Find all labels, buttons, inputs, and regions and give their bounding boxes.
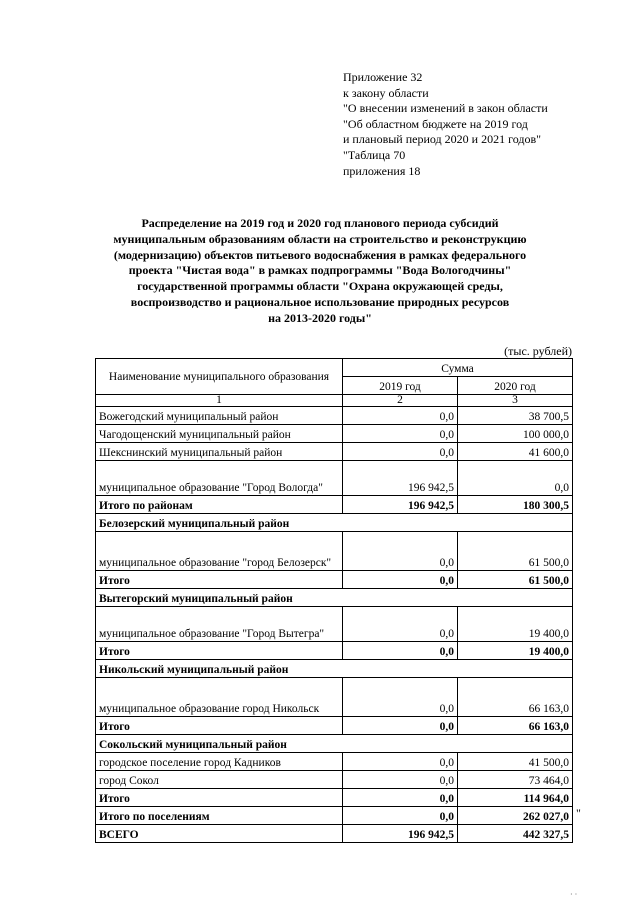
total-row bbox=[96, 789, 573, 807]
row-name: городское поселение город Кадников bbox=[96, 753, 343, 771]
table-index-row bbox=[96, 395, 573, 407]
footer-marks: · · bbox=[570, 890, 578, 899]
row-name: ВСЕГО bbox=[96, 825, 343, 843]
value-2020: 442 327,5 bbox=[458, 825, 573, 843]
value-2019: 0,0 bbox=[343, 717, 458, 735]
section-name: Сокольский муниципальный район bbox=[96, 735, 573, 753]
total-row bbox=[96, 825, 573, 843]
value-2019: 0,0 bbox=[343, 771, 458, 789]
table-row bbox=[96, 443, 573, 461]
total-row bbox=[96, 642, 573, 660]
value-2019: 196 942,5 bbox=[343, 461, 458, 496]
table-header-row bbox=[96, 359, 573, 377]
value-2019: 0,0 bbox=[343, 532, 458, 571]
section-name: Белозерский муниципальный район bbox=[96, 514, 573, 532]
value-2019: 0,0 bbox=[343, 789, 458, 807]
value-2020: 0,0 bbox=[458, 461, 573, 496]
value-2019: 0,0 bbox=[343, 753, 458, 771]
value-2020: 41 600,0 bbox=[458, 443, 573, 461]
row-name: Итого bbox=[96, 789, 343, 807]
value-2020: 66 163,0 bbox=[458, 678, 573, 717]
value-2019: 0,0 bbox=[343, 607, 458, 642]
table-row bbox=[96, 607, 573, 642]
row-name: Итого по районам bbox=[96, 496, 343, 514]
appendix-line: к закону области bbox=[343, 85, 429, 100]
appendix-line: и плановый период 2020 и 2021 годов" bbox=[343, 132, 542, 147]
appendix-line: "Таблица 70 bbox=[343, 147, 406, 162]
value-2019: 0,0 bbox=[343, 407, 458, 425]
value-2020: 61 500,0 bbox=[458, 532, 573, 571]
total-row bbox=[96, 571, 573, 589]
row-name: муниципальное образование "Город Вологда" bbox=[96, 461, 343, 496]
value-2020: 100 000,0 bbox=[458, 425, 573, 443]
table-row bbox=[96, 771, 573, 789]
table-row bbox=[96, 407, 573, 425]
value-2019: 0,0 bbox=[343, 642, 458, 660]
row-name: город Сокол bbox=[96, 771, 343, 789]
index-col-1: 1 bbox=[96, 395, 343, 407]
section-header-row bbox=[96, 660, 573, 678]
value-2019: 0,0 bbox=[343, 443, 458, 461]
section-name: Никольский муниципальный район bbox=[96, 660, 573, 678]
document-title bbox=[100, 216, 540, 327]
table-row bbox=[96, 425, 573, 443]
row-name: муниципальное образование город Никольск bbox=[96, 678, 343, 717]
value-2019: 0,0 bbox=[343, 807, 458, 825]
total-row bbox=[96, 717, 573, 735]
row-name: Шекснинский муниципальный район bbox=[96, 443, 343, 461]
value-2019: 196 942,5 bbox=[343, 496, 458, 514]
header-sum: Сумма bbox=[343, 359, 573, 377]
row-name: муниципальное образование "город Белозерск" bbox=[96, 532, 343, 571]
value-2020: 38 700,5 bbox=[458, 407, 573, 425]
table-row bbox=[96, 532, 573, 571]
index-col-3: 3 bbox=[458, 395, 573, 407]
title-line: Распределение на 2019 год и 2020 год планового периода субсидий bbox=[141, 216, 499, 230]
row-name: Чагодощенский муниципальный район bbox=[96, 425, 343, 443]
value-2019: 196 942,5 bbox=[343, 825, 458, 843]
value-2020: 19 400,0 bbox=[458, 607, 573, 642]
subsidy-table bbox=[95, 358, 573, 843]
value-2020: 114 964,0 bbox=[458, 789, 573, 807]
title-line: (модернизацию) объектов питьевого водоснабжения в рамках федерального bbox=[113, 247, 527, 262]
section-header-row bbox=[96, 589, 573, 607]
title-line: воспроизводство и рациональное использование природных ресурсов bbox=[130, 294, 510, 309]
value-2019: 0,0 bbox=[343, 571, 458, 589]
section-name: Вытегорский муниципальный район bbox=[96, 589, 573, 607]
total-row bbox=[96, 807, 573, 825]
row-name: Итого bbox=[96, 717, 343, 735]
appendix-line: приложения 18 bbox=[343, 163, 421, 178]
row-name: Итого по поселениям bbox=[96, 807, 343, 825]
appendix-line: Приложение 32 bbox=[343, 70, 423, 84]
section-header-row bbox=[96, 735, 573, 753]
appendix-reference bbox=[343, 70, 548, 179]
closing-quote: " bbox=[576, 806, 581, 820]
value-2020: 180 300,5 bbox=[458, 496, 573, 514]
value-2019: 0,0 bbox=[343, 678, 458, 717]
row-name: Вожегодский муниципальный район bbox=[96, 407, 343, 425]
title-line: муниципальным образованиям области на строительство и реконструкцию bbox=[113, 231, 527, 246]
total-row bbox=[96, 496, 573, 514]
title-line: проекта "Чистая вода" в рамках подпрограммы "Вода Вологодчины" bbox=[128, 263, 512, 278]
value-2020: 66 163,0 bbox=[458, 717, 573, 735]
appendix-line: "О внесении изменений в закон области bbox=[343, 101, 548, 116]
section-header-row bbox=[96, 514, 573, 532]
value-2020: 19 400,0 bbox=[458, 642, 573, 660]
row-name: Итого bbox=[96, 642, 343, 660]
table-row bbox=[96, 678, 573, 717]
row-name: муниципальное образование "Город Вытегра" bbox=[96, 607, 343, 642]
header-2019: 2019 год bbox=[343, 377, 458, 395]
appendix-line: "Об областном бюджете на 2019 год bbox=[343, 116, 528, 131]
value-2019: 0,0 bbox=[343, 425, 458, 443]
value-2020: 61 500,0 bbox=[458, 571, 573, 589]
units-label: (тыс. рублей) bbox=[504, 344, 572, 358]
table-row bbox=[96, 753, 573, 771]
value-2020: 262 027,0 bbox=[458, 807, 573, 825]
title-line: государственной программы области "Охрана окружающей среды, bbox=[137, 279, 503, 294]
title-line: на 2013-2020 годы" bbox=[268, 310, 372, 325]
header-name-column: Наименование муниципального образования bbox=[96, 359, 343, 395]
value-2020: 41 500,0 bbox=[458, 753, 573, 771]
row-name: Итого bbox=[96, 571, 343, 589]
index-col-2: 2 bbox=[343, 395, 458, 407]
table-row bbox=[96, 461, 573, 496]
header-2020: 2020 год bbox=[458, 377, 573, 395]
value-2020: 73 464,0 bbox=[458, 771, 573, 789]
